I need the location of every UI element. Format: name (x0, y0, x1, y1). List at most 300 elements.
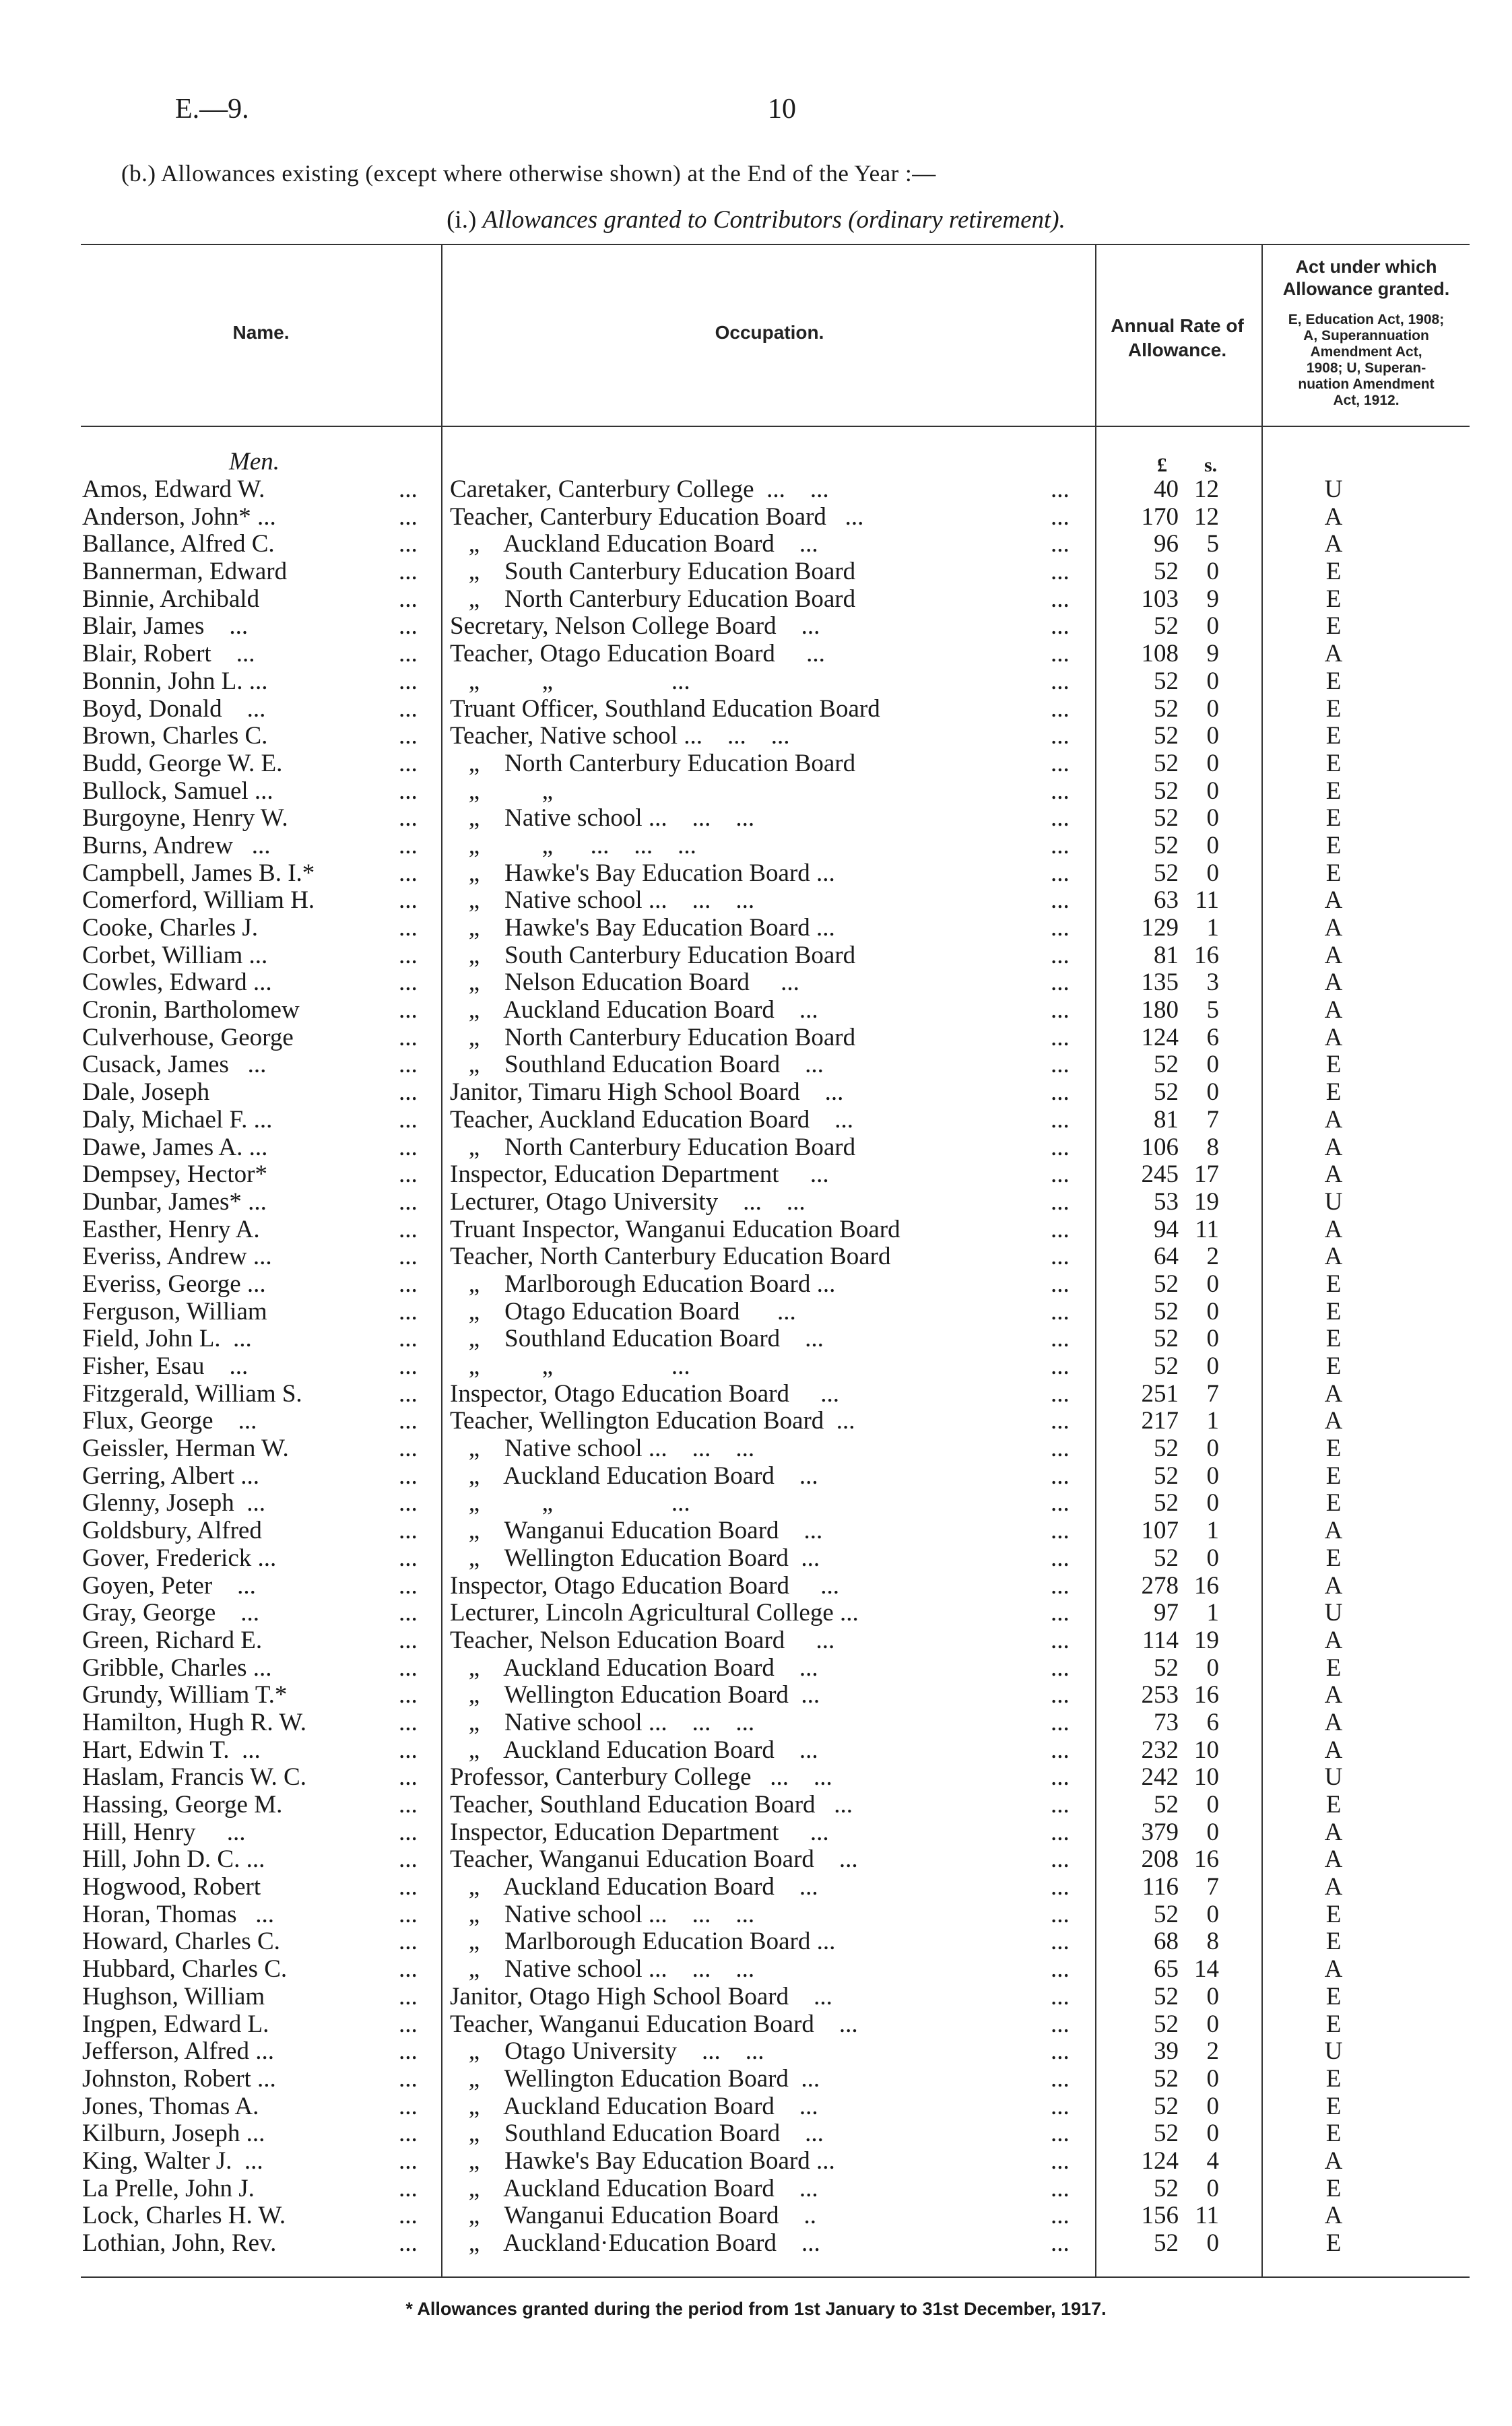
pounds-cell: 103 (1141, 585, 1179, 613)
subsection-prefix: (i.) (447, 206, 477, 234)
act-cell: U (1324, 2037, 1343, 2066)
shillings-cell: 0 (1206, 612, 1219, 641)
name-leader-dots: ... (399, 2120, 418, 2148)
occupation-cell: „ Auckland Education Board ... (450, 530, 818, 558)
occupation-cell: „ Native school ... ... ... (450, 1708, 755, 1736)
name-leader-dots: ... (399, 1462, 418, 1490)
name-leader-dots: ... (399, 969, 418, 997)
occupation-leader-dots: ... (1051, 1736, 1070, 1764)
act-cell: E (1325, 1544, 1342, 1572)
pounds-cell: 124 (1141, 1023, 1179, 1051)
pounds-cell: 52 (1154, 1489, 1179, 1517)
occupation-leader-dots: ... (1051, 1571, 1070, 1600)
occupation-leader-dots: ... (1051, 585, 1070, 613)
pounds-cell: 253 (1141, 1681, 1179, 1709)
name-leader-dots: ... (399, 1982, 418, 2010)
pounds-cell: 52 (1154, 722, 1179, 750)
shillings-cell: 8 (1206, 1928, 1219, 1956)
occupation-leader-dots: ... (1051, 1928, 1070, 1956)
name-cell: Ballance, Alfred C. (82, 530, 275, 558)
act-cell: U (1324, 1599, 1343, 1627)
occupation-cell: „ Marlborough Education Board ... (450, 1928, 836, 1956)
name-cell: Comerford, William H. (82, 886, 315, 915)
pounds-cell: 379 (1141, 1818, 1179, 1846)
name-cell: Haslam, Francis W. C. (82, 1763, 306, 1792)
act-key-line: nuation Amendment (1298, 376, 1435, 392)
occupation-leader-dots: ... (1051, 1791, 1070, 1818)
occupation-leader-dots: ... (1051, 1517, 1070, 1545)
occupation-cell: „ South Canterbury Education Board (450, 558, 856, 586)
pounds-cell: 106 (1141, 1133, 1179, 1161)
table-row (0, 1490, 1512, 1517)
page-number: 10 (768, 94, 796, 125)
act-cell: A (1324, 914, 1343, 942)
act-cell: E (1325, 612, 1342, 641)
name-cell: Hubbard, Charles C. (82, 1955, 288, 1984)
pounds-cell: 52 (1154, 1544, 1179, 1572)
name-leader-dots: ... (399, 1736, 418, 1764)
pounds-cell: 52 (1154, 777, 1179, 805)
name-leader-dots: ... (399, 1708, 418, 1736)
name-leader-dots: ... (399, 585, 418, 613)
occupation-cell: „ Otago University ... ... (450, 2037, 764, 2066)
table-row (0, 1984, 1512, 2011)
pounds-cell: 251 (1141, 1379, 1179, 1408)
name-leader-dots: ... (399, 2037, 418, 2066)
occupation-leader-dots: ... (1051, 2037, 1070, 2066)
occupation-leader-dots: ... (1051, 1982, 1070, 2010)
act-cell: E (1325, 804, 1342, 832)
act-cell: E (1325, 831, 1342, 859)
table-row (0, 1764, 1512, 1792)
occupation-leader-dots: ... (1051, 1955, 1070, 1984)
occupation-cell: „ „ ... ... ... (450, 831, 696, 859)
name-leader-dots: ... (399, 502, 418, 531)
pounds-cell: 52 (1154, 694, 1179, 723)
name-leader-dots: ... (399, 1845, 418, 1874)
occupation-leader-dots: ... (1051, 859, 1070, 887)
occupation-cell: „ Hawke's Bay Education Board ... (450, 914, 835, 942)
name-cell: Everiss, Andrew ... (82, 1243, 272, 1271)
pounds-cell: 52 (1154, 1078, 1179, 1107)
name-leader-dots: ... (399, 558, 418, 586)
occupation-cell: Inspector, Otago Education Board ... (450, 1379, 840, 1408)
table-row (0, 1325, 1512, 1353)
name-leader-dots: ... (399, 1023, 418, 1051)
act-cell: A (1324, 1215, 1343, 1243)
pounds-cell: 116 (1142, 1873, 1179, 1901)
pounds-cell: 114 (1142, 1626, 1179, 1654)
occupation-cell: Inspector, Education Department ... (450, 1818, 829, 1846)
occupation-leader-dots: ... (1051, 1379, 1070, 1408)
table-row (0, 942, 1512, 970)
pounds-cell: 52 (1154, 1982, 1179, 2010)
table-row (0, 2120, 1512, 2148)
act-cell: E (1325, 585, 1342, 613)
name-cell: Goldsbury, Alfred (82, 1517, 262, 1545)
pounds-cell: 52 (1154, 831, 1179, 859)
occupation-cell: „ Auckland Education Board ... (450, 2174, 818, 2202)
name-cell: Dempsey, Hector* (82, 1160, 268, 1189)
pounds-cell: 107 (1141, 1517, 1179, 1545)
table-bottom-rule (81, 2276, 1470, 2278)
name-cell: Gerring, Albert ... (82, 1462, 260, 1490)
occupation-cell: „ Southland Education Board ... (450, 2120, 824, 2148)
name-leader-dots: ... (399, 1215, 418, 1243)
pounds-cell: 63 (1154, 886, 1179, 915)
act-cell: A (1324, 2202, 1343, 2230)
name-leader-dots: ... (399, 1900, 418, 1928)
pounds-cell: 52 (1154, 1900, 1179, 1928)
table-row (0, 558, 1512, 586)
pounds-cell: 180 (1141, 996, 1179, 1024)
pounds-cell: 217 (1141, 1407, 1179, 1435)
name-cell: Burgoyne, Henry W. (82, 804, 288, 832)
pounds-cell: 135 (1141, 969, 1179, 997)
table-row (0, 1627, 1512, 1655)
shillings-cell: 2 (1206, 1243, 1219, 1271)
shillings-cell: 0 (1206, 1435, 1219, 1463)
table-row (0, 1819, 1512, 1847)
shillings-cell: 11 (1195, 2202, 1219, 2230)
act-cell: A (1324, 502, 1343, 531)
occupation-cell: Teacher, Otago Education Board ... (450, 640, 825, 668)
table-row (0, 1709, 1512, 1737)
name-leader-dots: ... (399, 1270, 418, 1298)
act-cell: A (1324, 1955, 1343, 1984)
table-row (0, 2038, 1512, 2066)
act-cell: E (1325, 1489, 1342, 1517)
occupation-cell: „ Native school ... ... ... (450, 1955, 755, 1984)
shillings-cell: 1 (1206, 1517, 1219, 1545)
name-leader-dots: ... (399, 1352, 418, 1380)
name-cell: King, Walter J. ... (82, 2146, 263, 2175)
shillings-cell: 0 (1206, 1653, 1219, 1682)
act-cell: U (1324, 1763, 1343, 1792)
name-leader-dots: ... (399, 2174, 418, 2202)
pounds-cell: 52 (1154, 2229, 1179, 2257)
table-row (0, 832, 1512, 860)
act-key-line: Act, 1912. (1333, 393, 1400, 408)
act-cell: E (1325, 1435, 1342, 1463)
occupation-leader-dots: ... (1051, 694, 1070, 723)
name-cell: Corbet, William ... (82, 941, 268, 969)
occupation-leader-dots: ... (1051, 722, 1070, 750)
name-cell: Lothian, John, Rev. (82, 2229, 277, 2257)
pounds-cell: 52 (1154, 667, 1179, 695)
act-cell: E (1325, 1270, 1342, 1298)
name-leader-dots: ... (399, 1243, 418, 1271)
occupation-leader-dots: ... (1051, 1681, 1070, 1709)
occupation-leader-dots: ... (1051, 777, 1070, 805)
act-cell: A (1324, 1379, 1343, 1408)
name-leader-dots: ... (399, 1653, 418, 1682)
shillings-cell: 0 (1206, 667, 1219, 695)
occupation-cell: „ Southland Education Board ... (450, 1325, 824, 1353)
shillings-cell: 1 (1206, 1407, 1219, 1435)
occupation-leader-dots: ... (1051, 1544, 1070, 1572)
pounds-cell: 52 (1154, 2120, 1179, 2148)
column-header-name: Name. (232, 322, 290, 343)
name-leader-dots: ... (399, 694, 418, 723)
act-cell: A (1324, 1736, 1343, 1764)
shillings-cell: 11 (1195, 886, 1219, 915)
shillings-cell: 0 (1206, 694, 1219, 723)
occupation-leader-dots: ... (1051, 1818, 1070, 1846)
act-cell: A (1324, 2146, 1343, 2175)
name-leader-dots: ... (399, 1791, 418, 1818)
shillings-cell: 0 (1206, 558, 1219, 586)
rate-header-line2: Allowance. (1127, 339, 1227, 360)
column-header-act (1263, 256, 1469, 300)
occupation-leader-dots: ... (1051, 1489, 1070, 1517)
name-leader-dots: ... (399, 1818, 418, 1846)
occupation-leader-dots: ... (1051, 1023, 1070, 1051)
occupation-cell: „ Auckland·Education Board ... (450, 2229, 820, 2257)
occupation-cell: Janitor, Otago High School Board ... (450, 1982, 832, 2010)
act-cell: A (1324, 1243, 1343, 1271)
name-leader-dots: ... (399, 1297, 418, 1325)
occupation-leader-dots: ... (1051, 2064, 1070, 2093)
table-row (0, 2175, 1512, 2203)
act-cell: E (1325, 722, 1342, 750)
name-leader-dots: ... (399, 1763, 418, 1792)
name-leader-dots: ... (399, 1681, 418, 1709)
pounds-cell: 108 (1141, 640, 1179, 668)
table-row (0, 2011, 1512, 2039)
occupation-leader-dots: ... (1051, 1462, 1070, 1490)
act-key-line: A, Superannuation (1303, 328, 1429, 343)
name-leader-dots: ... (399, 2146, 418, 2175)
name-leader-dots: ... (399, 722, 418, 750)
act-cell: E (1325, 1462, 1342, 1490)
name-leader-dots: ... (399, 2229, 418, 2257)
act-cell: A (1324, 1023, 1343, 1051)
table-row (0, 1381, 1512, 1408)
table-row (0, 504, 1512, 531)
name-cell: Kilburn, Joseph ... (82, 2120, 265, 2148)
table-row (0, 915, 1512, 942)
name-cell: Johnston, Robert ... (82, 2064, 276, 2093)
pounds-cell: 52 (1154, 1270, 1179, 1298)
pounds-cell: 40 (1154, 476, 1179, 503)
unit-pounds: £ (1157, 454, 1167, 476)
name-cell: Boyd, Donald ... (82, 694, 266, 723)
pounds-cell: 124 (1141, 2146, 1179, 2175)
occupation-leader-dots: ... (1051, 2120, 1070, 2148)
act-cell: A (1324, 1105, 1343, 1134)
footnote: * Allowances granted during the period from 1st January to 31st December, 1917. (405, 2299, 1107, 2319)
pounds-cell: 52 (1154, 1791, 1179, 1818)
shillings-cell: 0 (1206, 1297, 1219, 1325)
occupation-leader-dots: ... (1051, 886, 1070, 915)
name-leader-dots: ... (399, 2010, 418, 2038)
table-row (0, 1408, 1512, 1435)
shillings-cell: 0 (1206, 777, 1219, 805)
occupation-leader-dots: ... (1051, 1599, 1070, 1627)
group-label-men: Men. (229, 448, 280, 476)
shillings-cell: 4 (1206, 2146, 1219, 2175)
shillings-cell: 9 (1206, 585, 1219, 613)
occupation-leader-dots: ... (1051, 1900, 1070, 1928)
occupation-cell: „ Hawke's Bay Education Board ... (450, 2146, 835, 2175)
name-leader-dots: ... (399, 1051, 418, 1079)
name-cell: Daly, Michael F. ... (82, 1105, 273, 1134)
table-row (0, 860, 1512, 888)
pounds-cell: 81 (1154, 1105, 1179, 1134)
occupation-cell: „ „ ... (450, 667, 690, 695)
table-row (0, 586, 1512, 614)
shillings-cell: 3 (1206, 969, 1219, 997)
name-cell: Grundy, William T.* (82, 1681, 288, 1709)
act-key (1263, 312, 1469, 409)
table-row (0, 1737, 1512, 1765)
shillings-cell: 0 (1206, 1462, 1219, 1490)
act-cell: E (1325, 1982, 1342, 2010)
occupation-cell: Teacher, Wanganui Education Board ... (450, 2010, 858, 2038)
table-row (0, 1051, 1512, 1079)
table-row (0, 1107, 1512, 1134)
shillings-cell: 17 (1194, 1160, 1219, 1189)
act-cell: E (1325, 1352, 1342, 1380)
occupation-cell: „ Auckland Education Board ... (450, 996, 818, 1024)
table-row (0, 1901, 1512, 1929)
pounds-cell: 52 (1154, 1462, 1179, 1490)
pounds-cell: 52 (1154, 804, 1179, 832)
section-title-text: (b.) Allowances existing (except where otherwise shown) at the End of the Year :— (121, 160, 936, 187)
act-cell: U (1324, 476, 1343, 503)
name-cell: Campbell, James B. I.* (82, 859, 315, 887)
table-row (0, 531, 1512, 558)
table-row (0, 1682, 1512, 1709)
act-header-line2: Allowance granted. (1282, 279, 1450, 299)
subsection-italic: Allowances granted to Contributors (ordinary retirement). (482, 206, 1065, 234)
shillings-cell: 0 (1206, 1489, 1219, 1517)
name-leader-dots: ... (399, 1078, 418, 1107)
pounds-cell: 208 (1141, 1845, 1179, 1874)
shillings-cell: 0 (1206, 1900, 1219, 1928)
name-leader-dots: ... (399, 1435, 418, 1463)
act-cell: E (1325, 2174, 1342, 2202)
shillings-cell: 0 (1206, 1270, 1219, 1298)
occupation-cell: Secretary, Nelson College Board ... (450, 612, 820, 641)
shillings-cell: 7 (1206, 1105, 1219, 1134)
act-cell: E (1325, 1297, 1342, 1325)
pounds-cell: 52 (1154, 2174, 1179, 2202)
act-cell: E (1325, 694, 1342, 723)
pounds-cell: 232 (1141, 1736, 1179, 1764)
name-cell: Hassing, George M. (82, 1791, 283, 1818)
occupation-leader-dots: ... (1051, 1763, 1070, 1792)
name-leader-dots: ... (399, 1873, 418, 1901)
act-key-line: Amendment Act, (1310, 344, 1422, 360)
name-cell: Bullock, Samuel ... (82, 777, 273, 805)
occupation-leader-dots: ... (1051, 1653, 1070, 1682)
table-row (0, 1161, 1512, 1189)
pounds-cell: 52 (1154, 1297, 1179, 1325)
name-leader-dots: ... (399, 2202, 418, 2230)
occupation-cell: „ Auckland Education Board ... (450, 1653, 818, 1682)
table-row (0, 1545, 1512, 1573)
occupation-cell: „ South Canterbury Education Board (450, 941, 856, 969)
act-cell: E (1325, 1900, 1342, 1928)
shillings-cell: 11 (1195, 1215, 1219, 1243)
table-body (0, 476, 1512, 2258)
shillings-cell: 1 (1206, 1599, 1219, 1627)
shillings-cell: 8 (1206, 1133, 1219, 1161)
occupation-cell: „ Wellington Education Board ... (450, 1681, 820, 1709)
shillings-cell: 0 (1206, 1544, 1219, 1572)
pounds-cell: 97 (1154, 1599, 1179, 1627)
shillings-cell: 2 (1206, 2037, 1219, 2066)
occupation-leader-dots: ... (1051, 1270, 1070, 1298)
name-cell: La Prelle, John J. (82, 2174, 255, 2202)
occupation-leader-dots: ... (1051, 1243, 1070, 1271)
name-leader-dots: ... (399, 1379, 418, 1408)
shillings-cell: 0 (1206, 2010, 1219, 2038)
pounds-cell: 52 (1154, 2092, 1179, 2120)
occupation-cell: „ Native school ... ... ... (450, 804, 755, 832)
shillings-cell: 9 (1206, 640, 1219, 668)
name-cell: Budd, George W. E. (82, 749, 283, 777)
name-leader-dots: ... (399, 914, 418, 942)
shillings-cell: 0 (1206, 1352, 1219, 1380)
name-cell: Dunbar, James* ... (82, 1187, 267, 1216)
table-row (0, 1573, 1512, 1600)
name-cell: Horan, Thomas ... (82, 1900, 274, 1928)
name-leader-dots: ... (399, 941, 418, 969)
table-row (0, 1189, 1512, 1216)
shillings-cell: 0 (1206, 1791, 1219, 1818)
occupation-cell: Lecturer, Lincoln Agricultural College ... (450, 1599, 859, 1627)
occupation-cell: „ Otago Education Board ... (450, 1297, 796, 1325)
name-leader-dots: ... (399, 804, 418, 832)
act-cell: A (1324, 886, 1343, 915)
shillings-cell: 0 (1206, 2120, 1219, 2148)
occupation-leader-dots: ... (1051, 749, 1070, 777)
act-cell: E (1325, 1928, 1342, 1956)
act-cell: E (1325, 2064, 1342, 2093)
table-row (0, 969, 1512, 997)
name-cell: Geissler, Herman W. (82, 1435, 289, 1463)
occupation-leader-dots: ... (1051, 1297, 1070, 1325)
act-cell: A (1324, 1845, 1343, 1874)
act-cell: A (1324, 1818, 1343, 1846)
name-leader-dots: ... (399, 612, 418, 641)
act-cell: E (1325, 777, 1342, 805)
occupation-leader-dots: ... (1051, 1435, 1070, 1463)
name-leader-dots: ... (399, 1517, 418, 1545)
name-leader-dots: ... (399, 1599, 418, 1627)
pounds-cell: 52 (1154, 1653, 1179, 1682)
table-row (0, 2148, 1512, 2175)
occupation-leader-dots: ... (1051, 831, 1070, 859)
name-leader-dots: ... (399, 859, 418, 887)
occupation-cell: Teacher, Canterbury Education Board ... (450, 502, 864, 531)
occupation-cell: „ Auckland Education Board ... (450, 2092, 818, 2120)
pounds-cell: 73 (1154, 1708, 1179, 1736)
name-cell: Flux, George ... (82, 1407, 257, 1435)
occupation-leader-dots: ... (1051, 1407, 1070, 1435)
name-leader-dots: ... (399, 530, 418, 558)
act-cell: E (1325, 1653, 1342, 1682)
name-leader-dots: ... (399, 777, 418, 805)
name-cell: Burns, Andrew ... (82, 831, 271, 859)
occupation-cell: „ Wellington Education Board ... (450, 1544, 820, 1572)
occupation-cell: „ Wanganui Education Board ... (450, 1517, 823, 1545)
act-cell: A (1324, 969, 1343, 997)
pounds-cell: 65 (1154, 1955, 1179, 1984)
